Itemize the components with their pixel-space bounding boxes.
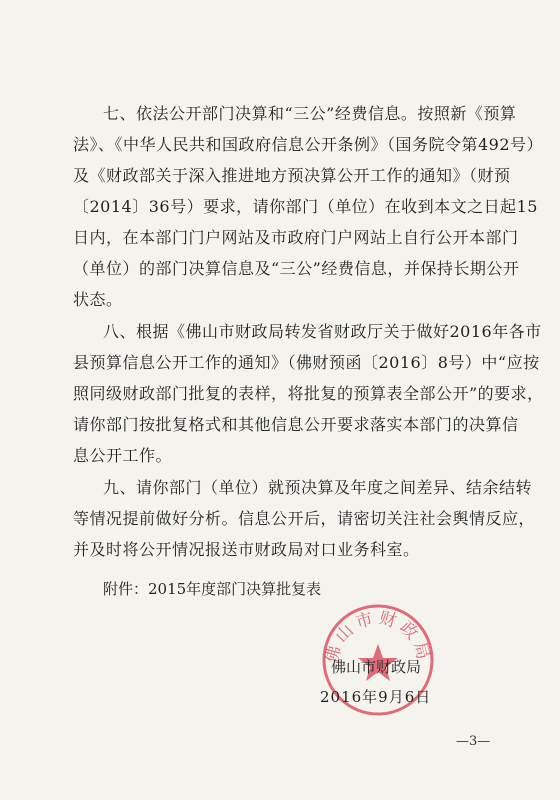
text-line: 息公开工作。 [73, 446, 173, 465]
text-line: 请你部门按批复格式和其他信息公开要求落实本部门的决算信 [73, 415, 519, 434]
signature-date: 2016年9月6日 [320, 688, 432, 706]
text-line: 县预算信息公开工作的通知》（佛财预函〔2016〕8号）中“应按 [73, 353, 540, 372]
text-line: 并及时将公开情况报送市财政局对口业务科室。 [73, 540, 420, 559]
signature-organization: 佛山市财政局 [331, 658, 422, 676]
text-line: 日内，在本部门门户网站及市政府门户网站上自行公开本部门 [73, 228, 519, 247]
text-line: 九、请你部门（单位）就预决算及年度之间差异、结余结转 [103, 478, 533, 497]
text-line: 等情况提前做好分析。信息公开后，请密切关注社会舆情反应， [73, 509, 536, 528]
text-line: 八、根据《佛山市财政局转发省财政厅关于做好2016年各市 [103, 322, 542, 341]
text-line: 状态。 [73, 290, 123, 309]
page-number: —3— [456, 734, 491, 749]
svg-text:佛山市财政局: 佛山市财政局 [322, 608, 434, 666]
text-line: 照同级财政部门批复的表样，将批复的预算表全部公开”的要求， [73, 384, 544, 403]
text-line: 法》、《中华人民共和国政府信息公开条例》（国务院令第492号） [73, 135, 544, 154]
text-line: （单位）的部门决算信息及“三公”经费信息，并保持长期公开 [73, 259, 520, 278]
attachment-line: 附件：2015年度部门决算批复表 [103, 580, 322, 598]
text-line: 〔2014〕36号）要求，请你部门（单位）在收到本文之日起15 [73, 197, 538, 216]
text-line: 七、依法公开部门决算和“三公”经费信息。按照新《预算 [103, 104, 517, 123]
text-line: 及《财政部关于深入推进地方预决算公开工作的通知》（财预 [73, 166, 511, 185]
